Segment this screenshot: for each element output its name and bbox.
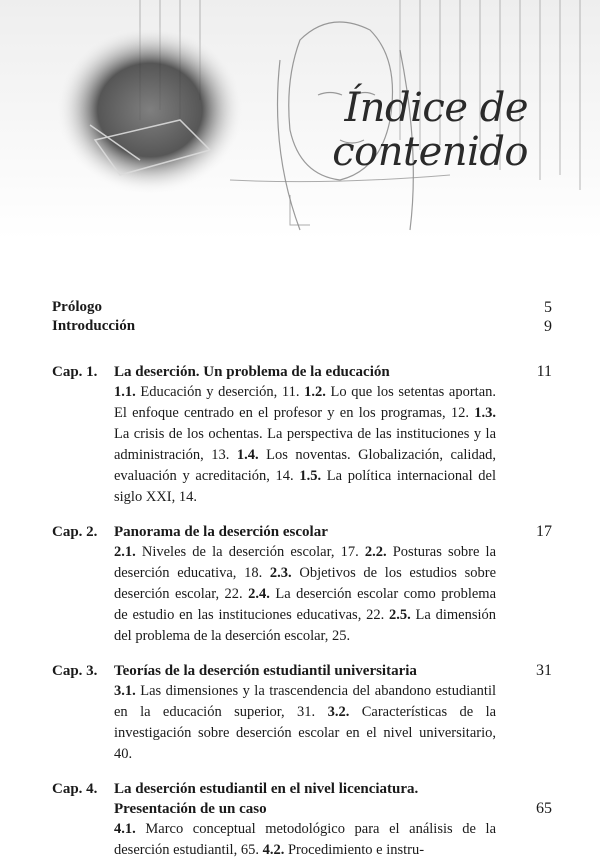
chapter-number: Cap. 1. — [52, 364, 98, 380]
toc-front-row-prologo — [52, 298, 552, 317]
entry-number: 1.2. — [304, 384, 326, 400]
chapter-number: Cap. 3. — [52, 663, 98, 679]
entry-text: La deserción escolar como problema de estudio en las instituciones educativas, 22. — [114, 586, 497, 623]
front-label: Introducción — [52, 318, 136, 334]
entry-number: 1.5. — [299, 468, 322, 484]
entry-text: Características de la investigación sobre deserción escolar en el nivel universitario, 40. — [114, 704, 497, 762]
entry-number: 3.2. — [327, 704, 350, 720]
entry-text: Posturas sobre la deserción educativa, 18. — [114, 544, 496, 581]
page-title — [332, 86, 528, 174]
chapter-3 — [52, 661, 552, 765]
chapter-entries — [114, 382, 496, 508]
chapter-title: La deserción. Un problema de la educación — [114, 364, 390, 380]
chapter-page: 31 — [536, 662, 552, 679]
entry-text: La política internacional del siglo XXI, 14. — [114, 468, 497, 505]
entry-text: Marco conceptual metodológico para el análisis de la deserción estudiantil, 65. — [114, 821, 497, 858]
title-line-2: contenido — [332, 129, 528, 175]
entry-number: 1.3. — [474, 405, 497, 421]
chapter-1 — [52, 362, 552, 508]
entry-text: Objetivos de los estudios sobre deserción escolar, 22. — [114, 565, 497, 602]
chapter-entries — [114, 542, 496, 647]
chapter-title: Panorama de la deserción escolar — [114, 524, 328, 540]
chapter-page: 17 — [536, 523, 552, 540]
chapter-page: 65 — [536, 800, 552, 817]
table-of-contents — [52, 298, 552, 861]
entry-number: 2.3. — [269, 565, 292, 581]
entry-number: 2.1. — [114, 544, 136, 560]
title-line-1: Índice de — [344, 85, 528, 131]
chapter-4 — [52, 779, 552, 861]
chapter-title: Teorías de la deserción estudiantil universitaria — [114, 663, 417, 679]
entry-number: 2.2. — [364, 544, 387, 560]
front-page-number: 5 — [544, 299, 552, 316]
entry-number: 2.4. — [248, 586, 270, 602]
chapter-entries — [114, 819, 496, 861]
chapter-number: Cap. 2. — [52, 524, 98, 540]
front-page-number: 9 — [544, 318, 552, 335]
entry-text: Los noventas. Globalización, calidad, evaluación y acreditación, 14. — [114, 447, 497, 484]
toc-front-row-introduccion — [52, 317, 552, 336]
entry-number: 3.1. — [114, 683, 136, 699]
chapter-page: 11 — [536, 363, 552, 380]
chapter-2 — [52, 522, 552, 647]
entry-text: Procedimiento e instru- — [287, 842, 425, 858]
entry-number: 1.1. — [114, 384, 136, 400]
entry-text: Educación y deserción, 11. — [140, 384, 300, 400]
entry-text: Las dimensiones y la trascendencia del abandono estudiantil en la educación superior, 31. — [114, 683, 497, 720]
chapter-number: Cap. 4. — [52, 781, 98, 797]
entry-number: 4.2. — [262, 842, 285, 858]
entry-number: 1.4. — [236, 447, 259, 463]
entry-text: Niveles de la deserción escolar, 17. — [141, 544, 359, 560]
front-label: Prólogo — [52, 299, 102, 315]
chapter-entries — [114, 681, 496, 765]
entry-number: 2.5. — [389, 607, 411, 623]
entry-number: 4.1. — [114, 821, 136, 837]
entry-text: La crisis de los ochentas. La perspectiva de las instituciones y la administración, 13. — [114, 426, 496, 463]
entry-text: Lo que los setentas aportan. El enfoque centrado en el profesor y en los programas, 12. — [114, 384, 497, 421]
chapter-title: La deserción estudiantil en el nivel licenciatura. Presentación de un caso — [114, 781, 419, 817]
entry-text: La dimensión del problema de la deserción escolar, 25. — [114, 607, 497, 644]
